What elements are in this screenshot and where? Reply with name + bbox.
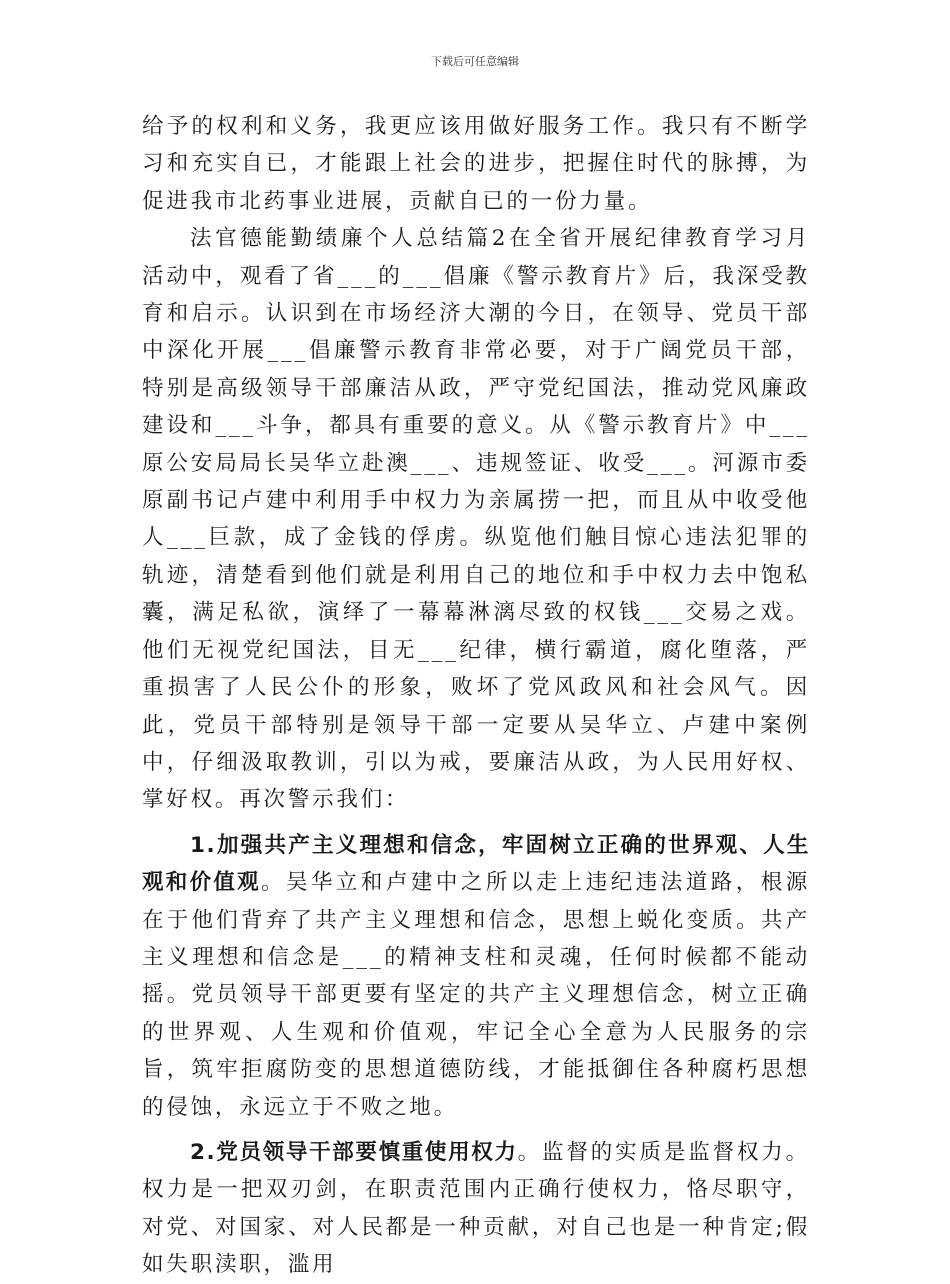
page-header: 下载后可任意编辑	[431, 55, 519, 68]
paragraph-continuation: 给予的权利和义务，我更应该用做好服务工作。我只有不断学习和充实自已，才能跟上社会的进步，把握住时代的脉搏，为促进我市北药事业进展，贡献自已的一份力量。	[142, 114, 810, 214]
paragraph-point-2	[142, 1134, 810, 1284]
point-2-heading: 2.党员领导干部要慎重使用权力	[190, 1139, 518, 1165]
document-body	[142, 108, 810, 1284]
paragraph-summary-intro: 法官德能勤绩廉个人总结篇2在全省开展纪律教育学习月活动中，观看了省___的___倡廉《警示教育片》后，我深受教育和启示。认识到在市场经济大潮的今日，在领导、党员干部中深化开展___倡廉警示教育非常必要，对于广阔党员干部，特别是高级领导干部廉洁从政，严守党纪国法，推动党风廉政建设和___斗争，都具有重要的意义。从《警示教育片》中___原公安局局长吴华立赴澳___、违规签证、收受___。河源市委原副书记卢建中利用手中权力为亲属捞一把，而且从中收受他人___巨款，成了金钱的俘虏。纵览他们触目惊心违法犯罪的轨迹，清楚看到他们就是利用自己的地位和手中权力去中饱私囊，满足私欲，演绎了一幕幕淋漓尽致的权钱___交易之戏。他们无视党纪国法，目无___纪律，横行霸道，腐化堕落，严重损害了人民公仆的形象，败坏了党风政风和社会风气。因此，党员干部特别是领导干部一定要从吴华立、卢建中案例中，仔细汲取教训，引以为戒，要廉洁从政，为人民用好权、掌好权。再次警示我们：	[142, 226, 810, 813]
point-2-body: 。监督的实质是监督权力。权力是一把双刃剑，在职责范围内正确行使权力，恪尽职守，对党、对国家、对人民都是一种贡献，对自己也是一种肯定;假如失职渎职，滥用	[142, 1139, 810, 1278]
paragraph-point-1	[142, 827, 810, 1126]
point-1-heading: 1.加强共产主义理想和信念，牢固树立正确的世界观、人生观和价值观	[142, 832, 810, 896]
point-1-body: 。吴华立和卢建中之所以走上违纪违法道路，根源在于他们背弃了共产主义理想和信念，思想上蜕化变质。共产主义理想和信念是___的精神支柱和灵魂，任何时候都不能动摇。党员领导干部更要有坚定的共产主义理想信念，树立正确的世界观、人生观和价值观，牢记全心全意为人民服务的宗旨，筑牢拒腐防变的思想道德防线，才能抵御住各种腐朽思想的侵蚀，永远立于不败之地。	[142, 870, 810, 1120]
